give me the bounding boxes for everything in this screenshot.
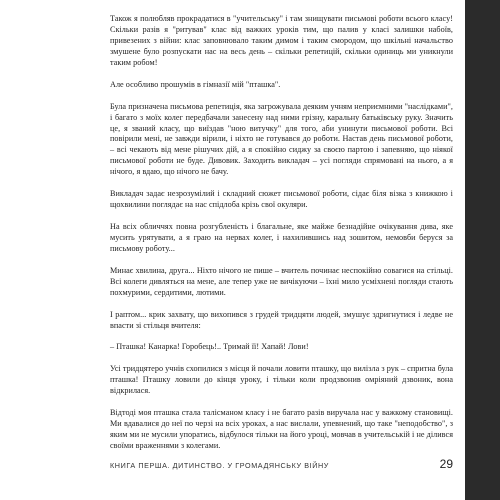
paragraph-5: На всіх обличчях повна розгубленість і благальне, яке майже безнадійне очікування дива, яке мусить урятувати, а я граю на нервах колег, і нахилившись над зошитом, немовби беруся за письмову роботу... bbox=[110, 222, 453, 253]
paragraph-2: Але особливо прошумів в гімназії мій "пташка". bbox=[110, 79, 281, 89]
paragraph-9: Усі тридцятеро учнів схопилися з місця й почали ловити пташку, що вилізла з рук – спритна була пташка! Пташку ловили до кінця уроку, і тільки коли продзвонив омріяний дзвоник, вона відкрилася. bbox=[110, 364, 453, 396]
page-number: 29 bbox=[439, 457, 453, 471]
page-footer bbox=[110, 459, 453, 475]
paragraph-6: Минає хвилина, друга... Ніхто нічого не пише – вчитель починає неспокійно совагися на стільці. Всі колеги дивляться на мене, але тепер уже не вичікуючи – їхні мило усміхнені погляди стають похмурими, сердитими, лютими. bbox=[110, 265, 453, 297]
body-text bbox=[110, 14, 453, 463]
paragraph-4: Викладач задає незрозумілий і складний сюжет письмової роботи, сідає біля візка з книжкою і щохвилини поглядає на нас спідлоба крізь свої окуляри. bbox=[110, 189, 453, 210]
paragraph-8: – Пташка! Канарка! Горобець!.. Тримай її! Хапай! Лови! bbox=[110, 342, 309, 352]
paragraph-3: Була призначена письмова репетиція, яка загрожувала деяким учням неприємними "наслідками", і багато з моїх колег передбачали занесену над ними грізну, каральну батьківську руку. Значить це, я званий класу, що виїздав "ною витучку" для того, аби унинути письмової роботи. Всі повірили мені, не завжди вірили, і ніхто не готувався до роботи. Настав день письмової роботи, – всі чекають від мене рішучих дій, а я спокійно сиджу за своєю партою і запевняю, що ніякої письмової роботи не буде. Дивовик. Заходить викладач – усі погляди спрямовані на нього, а я нічого, я вдаю, що нічого не бачу. bbox=[110, 101, 453, 177]
paragraph-1: Також я полюбляв прокрадатися в "учительську" і там знищувати письмові роботи всього класу! Скільки разів я "ритував" клас від важких уроків тим, що палив у класі залишки набоїв, привезених з війни: клас заповнювало таким димом і таким смородом, що шкільні начальство змушене було розпускати нас на весь день – скільки репетицій, скільки одиниць ми уникнули таким робом! bbox=[110, 14, 453, 67]
page-edge-shadow bbox=[465, 0, 500, 500]
paragraph-10: Відтоді моя пташка стала талісманом класу і не багато разів виручала нас у важкому становищі. Ми вдавалися до неї по черзі на всіх уроках, а нас вислали, упевнений, що таке "неподобство", з яким ми не мусили упоратись, відбулося тільки на його уроці, мовчав в учительській і не ділився своїми враженнями з колегами. bbox=[110, 408, 453, 451]
running-head: КНИГА ПЕРША. ДИТИНСТВО. У ГРОМАДЯНСЬКУ ВІЙНУ bbox=[110, 461, 329, 470]
paragraph-7: І раптом... крик захвату, що вихопився з грудей тридцяти людей, змушує здригнутися і ледве не впасти зі стільця вчителя: bbox=[110, 309, 453, 330]
